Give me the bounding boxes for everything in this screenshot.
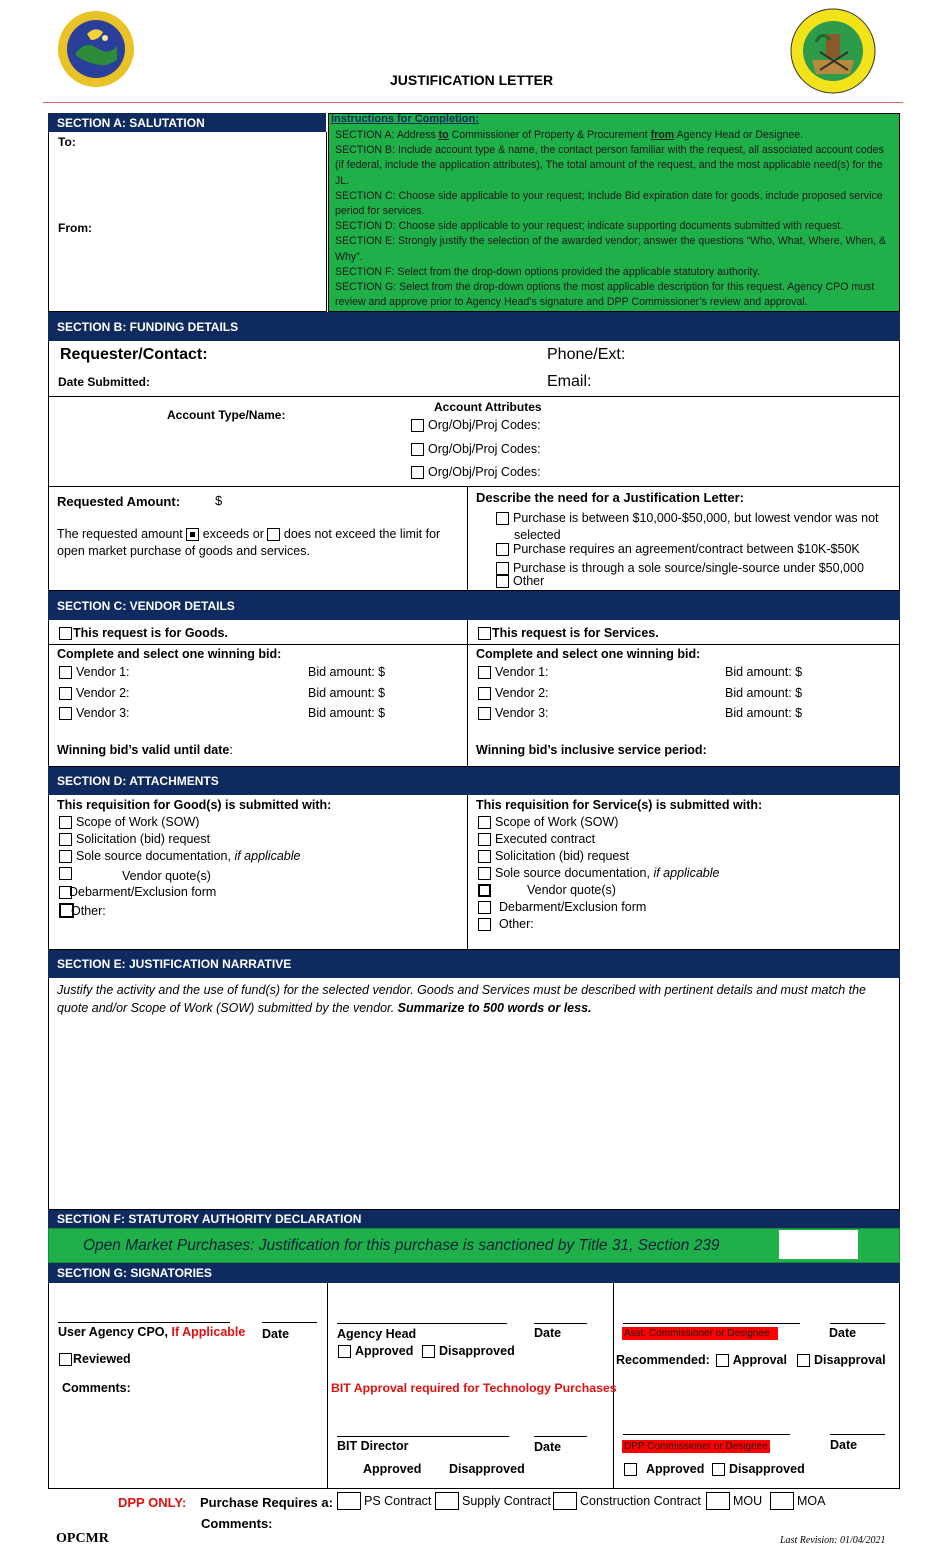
services-attach-3[interactable] — [478, 849, 629, 863]
need-label-2: Purchase requires an agreement/contract between $10K-$50K — [513, 542, 860, 556]
section-c-divider-right — [467, 644, 900, 645]
agency-head-date-label: Date — [534, 1326, 562, 1340]
codes-label-1: Org/Obj/Proj Codes: — [428, 418, 541, 432]
moa-checkbox[interactable] — [770, 1492, 794, 1510]
goods-attach-5-label: Debarment/Exclusion form — [69, 885, 217, 899]
codes-label-3: Org/Obj/Proj Codes: — [428, 465, 541, 479]
services-attach-7[interactable] — [478, 917, 534, 931]
services-attach-7-checkbox[interactable] — [478, 918, 491, 931]
bit-director-label: BIT Director — [337, 1439, 409, 1453]
codes-row-2[interactable] — [411, 442, 541, 456]
bit-approved-label: Approved — [363, 1462, 422, 1476]
service-period-label: Winning bid’s inclusive service period: — [476, 743, 707, 757]
dpp-seal — [790, 8, 876, 94]
services-attach-3-checkbox[interactable] — [478, 850, 491, 863]
bit-required-note: BIT Approval required for Technology Purchases — [331, 1381, 617, 1395]
asst-signature-line — [623, 1323, 800, 1324]
goods-attach-4[interactable] — [59, 866, 211, 883]
goods-attach-5[interactable] — [59, 885, 216, 899]
instruction-e: SECTION E: Strongly justify the selection of the awarded vendor; answer the questions “Who, What, Where, When, & Why”. — [335, 235, 887, 263]
services-attach-4[interactable] — [478, 866, 719, 880]
services-attach-2-checkbox[interactable] — [478, 833, 491, 846]
recommend-approval-label: Approval — [732, 1353, 787, 1367]
instruction-f: SECTION F: Select from the drop-down options provided the applicable statutory authority. — [335, 265, 760, 278]
dpp-date-line — [830, 1434, 885, 1435]
services-checkbox[interactable] — [478, 627, 491, 640]
services-attach-1-label: Scope of Work (SOW) — [495, 815, 619, 829]
goods-attach-6[interactable] — [59, 903, 106, 918]
need-label-3: Purchase is through a sole source/single-source under $50,000 — [513, 561, 864, 575]
services-attach-title: This requisition for Service(s) is submitted with: — [476, 798, 763, 812]
requested-amount-label: Requested Amount: — [57, 494, 181, 509]
dpp-only-label: DPP ONLY: — [118, 1495, 187, 1510]
goods-attach-6-label: Other: — [71, 903, 106, 918]
asst-date-line — [830, 1323, 885, 1324]
services-vendor-2-checkbox[interactable] — [478, 687, 491, 700]
ps-contract-label: PS Contract — [364, 1494, 432, 1508]
dpp-signature-line — [623, 1434, 790, 1435]
need-option-3[interactable] — [496, 561, 864, 575]
moa-label: MOA — [797, 1494, 826, 1508]
goods-attach-3[interactable] — [59, 849, 300, 863]
goods-label: This request is for Goods. — [73, 626, 228, 640]
services-label: This request is for Services. — [492, 626, 659, 640]
valid-until-text: Winning bid’s valid until date — [57, 743, 230, 757]
section-d-heading: SECTION D: ATTACHMENTS — [48, 767, 900, 795]
goods-vendor-3-checkbox[interactable] — [59, 707, 72, 720]
asst-commissioner-label — [622, 1325, 778, 1339]
need-checkbox-3[interactable] — [496, 562, 509, 575]
option-mou[interactable] — [706, 1492, 762, 1510]
goods-vendor-1-checkbox[interactable] — [59, 666, 72, 679]
dpp-disapproved[interactable] — [712, 1462, 805, 1476]
asst-commissioner-text: Asst. Commissioner or Designee — [622, 1327, 778, 1340]
dpp-commissioner-text: DPP Commissioner or Designee — [624, 1441, 768, 1452]
services-vendor-1-checkbox[interactable] — [478, 666, 491, 679]
services-bid-3: Bid amount: $ — [725, 706, 803, 720]
services-vendor-3[interactable] — [478, 706, 549, 720]
goods-attach-2[interactable] — [59, 832, 210, 846]
section-c-divider-left — [48, 644, 468, 645]
cpo-label: User Agency CPO, If Applicable — [58, 1325, 246, 1339]
codes-checkbox-3[interactable] — [411, 466, 424, 479]
dpp-disapproved-checkbox[interactable] — [712, 1463, 725, 1476]
codes-row-3[interactable] — [411, 465, 541, 479]
agency-head-approved-label: Approved — [355, 1344, 414, 1358]
goods-bid-2: Bid amount: $ — [308, 686, 386, 700]
purchase-requires-label: Purchase Requires a: — [200, 1495, 333, 1510]
recommend-disapproval-label: Disapproval — [814, 1353, 886, 1367]
goods-option[interactable] — [59, 626, 228, 640]
agency-head-signature-line — [337, 1323, 507, 1324]
limit-statement — [57, 526, 440, 560]
instructions-title: Instructions for Completion: — [331, 113, 479, 125]
date-submitted-label: Date Submitted: — [58, 375, 151, 389]
services-vendor-3-label: Vendor 3: — [495, 706, 549, 720]
ps-contract-checkbox[interactable] — [337, 1492, 361, 1510]
agency-head-approved[interactable] — [338, 1344, 413, 1358]
goods-attach-1[interactable] — [59, 815, 199, 829]
dpp-date-label: Date — [830, 1438, 858, 1452]
need-checkbox-1[interactable] — [496, 512, 509, 525]
codes-row-1[interactable] — [411, 418, 541, 432]
need-label-1: Purchase is between $10,000-$50,000, but lowest vendor was not — [513, 511, 879, 525]
need-option-1[interactable] — [496, 511, 879, 525]
limit-text-1: The requested amount — [57, 527, 183, 541]
codes-label-2: Org/Obj/Proj Codes: — [428, 442, 541, 456]
services-attach-2[interactable] — [478, 832, 595, 846]
services-attach-5-checkbox[interactable] — [478, 884, 491, 897]
services-vendor-2[interactable] — [478, 686, 549, 700]
services-bid-2: Bid amount: $ — [725, 686, 803, 700]
agency-head-disapproved[interactable] — [422, 1344, 515, 1358]
goods-attach-4-checkbox[interactable] — [59, 867, 72, 880]
services-attach-6[interactable] — [478, 900, 646, 914]
services-vendor-1[interactable] — [478, 665, 549, 679]
goods-attach-2-checkbox[interactable] — [59, 833, 72, 846]
valid-until-label — [57, 743, 233, 757]
services-attach-3-label: Solicitation (bid) request — [495, 849, 630, 863]
reviewed-option[interactable] — [59, 1352, 131, 1366]
goods-attach-3-label: Sole source documentation, if applicable — [76, 849, 301, 863]
bit-disapproved-label: Disapproved — [449, 1462, 525, 1476]
goods-vendor-2[interactable] — [59, 686, 130, 700]
services-attach-7-label: Other: — [499, 917, 534, 931]
need-label: Describe the need for a Justification Letter: — [476, 490, 745, 505]
goods-attach-1-checkbox[interactable] — [59, 816, 72, 829]
recommend-disapproval[interactable] — [797, 1353, 886, 1367]
goods-vendor-2-checkbox[interactable] — [59, 687, 72, 700]
option-supply-contract[interactable] — [435, 1492, 551, 1510]
dpp-disapproved-label: Disapproved — [729, 1462, 805, 1476]
account-attributes-label: Account Attributes — [434, 400, 542, 414]
government-seal — [57, 10, 135, 88]
option-moa[interactable] — [770, 1492, 825, 1510]
services-attach-1-checkbox[interactable] — [478, 816, 491, 829]
limit-text-3: does not exceed the limit for — [283, 527, 441, 541]
goods-attach-3-checkbox[interactable] — [59, 850, 72, 863]
services-vendor-1-label: Vendor 1: — [495, 665, 549, 679]
limit-text-2: exceeds or — [202, 527, 264, 541]
account-type-label: Account Type/Name: — [167, 408, 286, 422]
statutory-statement: Open Market Purchases: Justification for this purchase is sanctioned by Title 31, Section 239 — [83, 1237, 720, 1254]
asst-date-label: Date — [829, 1326, 857, 1340]
need-option-4[interactable] — [496, 574, 544, 588]
services-attach-2-label: Executed contract — [495, 832, 596, 846]
option-construction-contract[interactable] — [553, 1492, 701, 1510]
email-label: Email: — [547, 373, 592, 390]
supply-contract-label: Supply Contract — [462, 1494, 551, 1508]
recommended-row — [616, 1353, 787, 1367]
agency-head-date-line — [534, 1323, 587, 1324]
bit-date-line — [534, 1436, 587, 1437]
mou-checkbox[interactable] — [706, 1492, 730, 1510]
codes-checkbox-2[interactable] — [411, 443, 424, 456]
revision-date: Last Revision: 01/04/2021 — [780, 1535, 886, 1546]
not-exceed-checkbox[interactable] — [267, 528, 280, 541]
cpo-date-line — [262, 1322, 317, 1323]
agency-head-label: Agency Head — [337, 1327, 417, 1341]
section-c-heading: SECTION C: VENDOR DETAILS — [48, 591, 900, 620]
section-g-heading: SECTION G: SIGNATORIES — [48, 1263, 900, 1283]
to-label: To: — [58, 135, 76, 149]
services-attach-5-label: Vendor quote(s) — [527, 883, 616, 897]
goods-bid-3: Bid amount: $ — [308, 706, 386, 720]
instruction-a: SECTION A: Address to Commissioner of Property & Procurement from Agency Head or Designee. — [335, 129, 804, 141]
instruction-b: SECTION B: Include account type & name, the contact person familiar with the request, all associated account codes (if federal, include the application attributes), The total amount of the request, and the most applicable need(s) for the JL. — [335, 144, 884, 187]
phone-label: Phone/Ext: — [547, 346, 626, 363]
statutory-dropdown[interactable] — [779, 1230, 858, 1259]
need-label-4: Other — [513, 574, 545, 588]
goods-attach-4-label: Vendor quote(s) — [122, 869, 211, 883]
instruction-g: SECTION G: Select from the drop-down options the most applicable description for this request. Agency CPO must review and approve prior to Agency Head’s signature and DPP Commissioner’s review and approval. — [335, 281, 875, 309]
instructions-list — [335, 128, 895, 310]
goods-bid-1: Bid amount: $ — [308, 665, 386, 679]
exceeds-checkbox[interactable] — [186, 528, 199, 541]
cpo-signature-line — [58, 1322, 230, 1323]
goods-vendor-1-label: Vendor 1: — [76, 665, 130, 679]
services-attach-4-checkbox[interactable] — [478, 867, 491, 880]
bit-signature-line — [337, 1436, 509, 1437]
reviewed-label: Reviewed — [73, 1352, 131, 1366]
services-attach-4-label: Sole source documentation, if applicable — [495, 866, 720, 880]
dpp-approved[interactable] — [624, 1462, 704, 1476]
footer-comments-label: Comments: — [201, 1516, 273, 1531]
narrative-line-2: quote and/or Scope of Work (SOW) submitted by the vendor. Summarize to 500 words or less. — [57, 1001, 592, 1015]
services-option[interactable] — [478, 626, 659, 640]
goods-vendor-2-label: Vendor 2: — [76, 686, 130, 700]
from-label: From: — [58, 221, 92, 235]
services-attach-1[interactable] — [478, 815, 618, 829]
goods-complete-label: Complete and select one winning bid: — [57, 647, 282, 661]
goods-vendor-3[interactable] — [59, 706, 130, 720]
bit-date-label: Date — [534, 1440, 562, 1454]
section-b-heading: SECTION B: FUNDING DETAILS — [48, 312, 900, 341]
services-bid-1: Bid amount: $ — [725, 665, 803, 679]
narrative-line-1: Justify the activity and the use of fund(s) for the selected vendor. Goods and Services must be described with pertinent details and must match the — [57, 983, 866, 997]
dpp-approved-checkbox[interactable] — [624, 1463, 637, 1476]
instruction-c: SECTION C: Choose side applicable to your request; Include Bid expiration date for goods, include proposed service period for services. — [335, 189, 883, 218]
recommended-label: Recommended: — [616, 1353, 710, 1367]
construction-contract-label: Construction Contract — [580, 1494, 701, 1508]
goods-attach-1-label: Scope of Work (SOW) — [76, 815, 200, 829]
option-ps-contract[interactable] — [337, 1492, 431, 1510]
need-checkbox-2[interactable] — [496, 543, 509, 556]
agency-head-approved-checkbox[interactable] — [338, 1345, 351, 1358]
need-option-2[interactable] — [496, 542, 860, 556]
need-label-1-cont: selected — [514, 528, 561, 542]
goods-attach-2-label: Solicitation (bid) request — [76, 832, 211, 846]
requester-label: Requester/Contact: — [60, 346, 208, 363]
agency-head-disapproved-label: Disapproved — [439, 1344, 515, 1358]
section-e-heading: SECTION E: JUSTIFICATION NARRATIVE — [48, 950, 900, 978]
goods-attach-title: This requisition for Good(s) is submitted with: — [57, 798, 332, 812]
document-title: JUSTIFICATION LETTER — [390, 72, 554, 88]
recommend-disapproval-checkbox[interactable] — [797, 1354, 810, 1367]
services-attach-6-checkbox[interactable] — [478, 901, 491, 914]
cpo-comments-label: Comments: — [62, 1381, 131, 1395]
codes-checkbox-1[interactable] — [411, 419, 424, 432]
section-a-heading: SECTION A: SALUTATION — [48, 113, 326, 132]
instruction-d: SECTION D: Choose side applicable to your request; indicate supporting documents submitted with request. — [335, 220, 844, 233]
goods-vendor-1[interactable] — [59, 665, 130, 679]
dpp-commissioner-label — [622, 1438, 770, 1452]
mou-label: MOU — [733, 1494, 763, 1508]
section-g-divider-1 — [327, 1283, 328, 1489]
amount-currency: $ — [215, 493, 223, 508]
limit-text-4: open market purchase of goods and services. — [57, 544, 310, 558]
header-rule — [43, 102, 903, 103]
dpp-approved-label: Approved — [646, 1462, 705, 1476]
recommend-approval-checkbox[interactable] — [716, 1354, 729, 1367]
services-vendor-2-label: Vendor 2: — [495, 686, 549, 700]
services-vendor-3-checkbox[interactable] — [478, 707, 491, 720]
agency-head-disapproved-checkbox[interactable] — [422, 1345, 435, 1358]
services-complete-label: Complete and select one winning bid: — [476, 647, 701, 661]
goods-checkbox[interactable] — [59, 627, 72, 640]
section-f-heading: SECTION F: STATUTORY AUTHORITY DECLARATION — [48, 1210, 900, 1228]
reviewed-checkbox[interactable] — [59, 1353, 72, 1366]
services-attach-5[interactable] — [478, 883, 616, 897]
goods-vendor-3-label: Vendor 3: — [76, 706, 130, 720]
narrative-instructions — [57, 981, 897, 1017]
construction-contract-checkbox[interactable] — [553, 1492, 577, 1510]
need-checkbox-4[interactable] — [496, 575, 509, 588]
cpo-date-label: Date — [262, 1327, 290, 1341]
form-code: OPCMR — [56, 1531, 109, 1546]
valid-until-colon: : — [229, 743, 233, 757]
services-attach-6-label: Debarment/Exclusion form — [499, 900, 647, 914]
supply-contract-checkbox[interactable] — [435, 1492, 459, 1510]
